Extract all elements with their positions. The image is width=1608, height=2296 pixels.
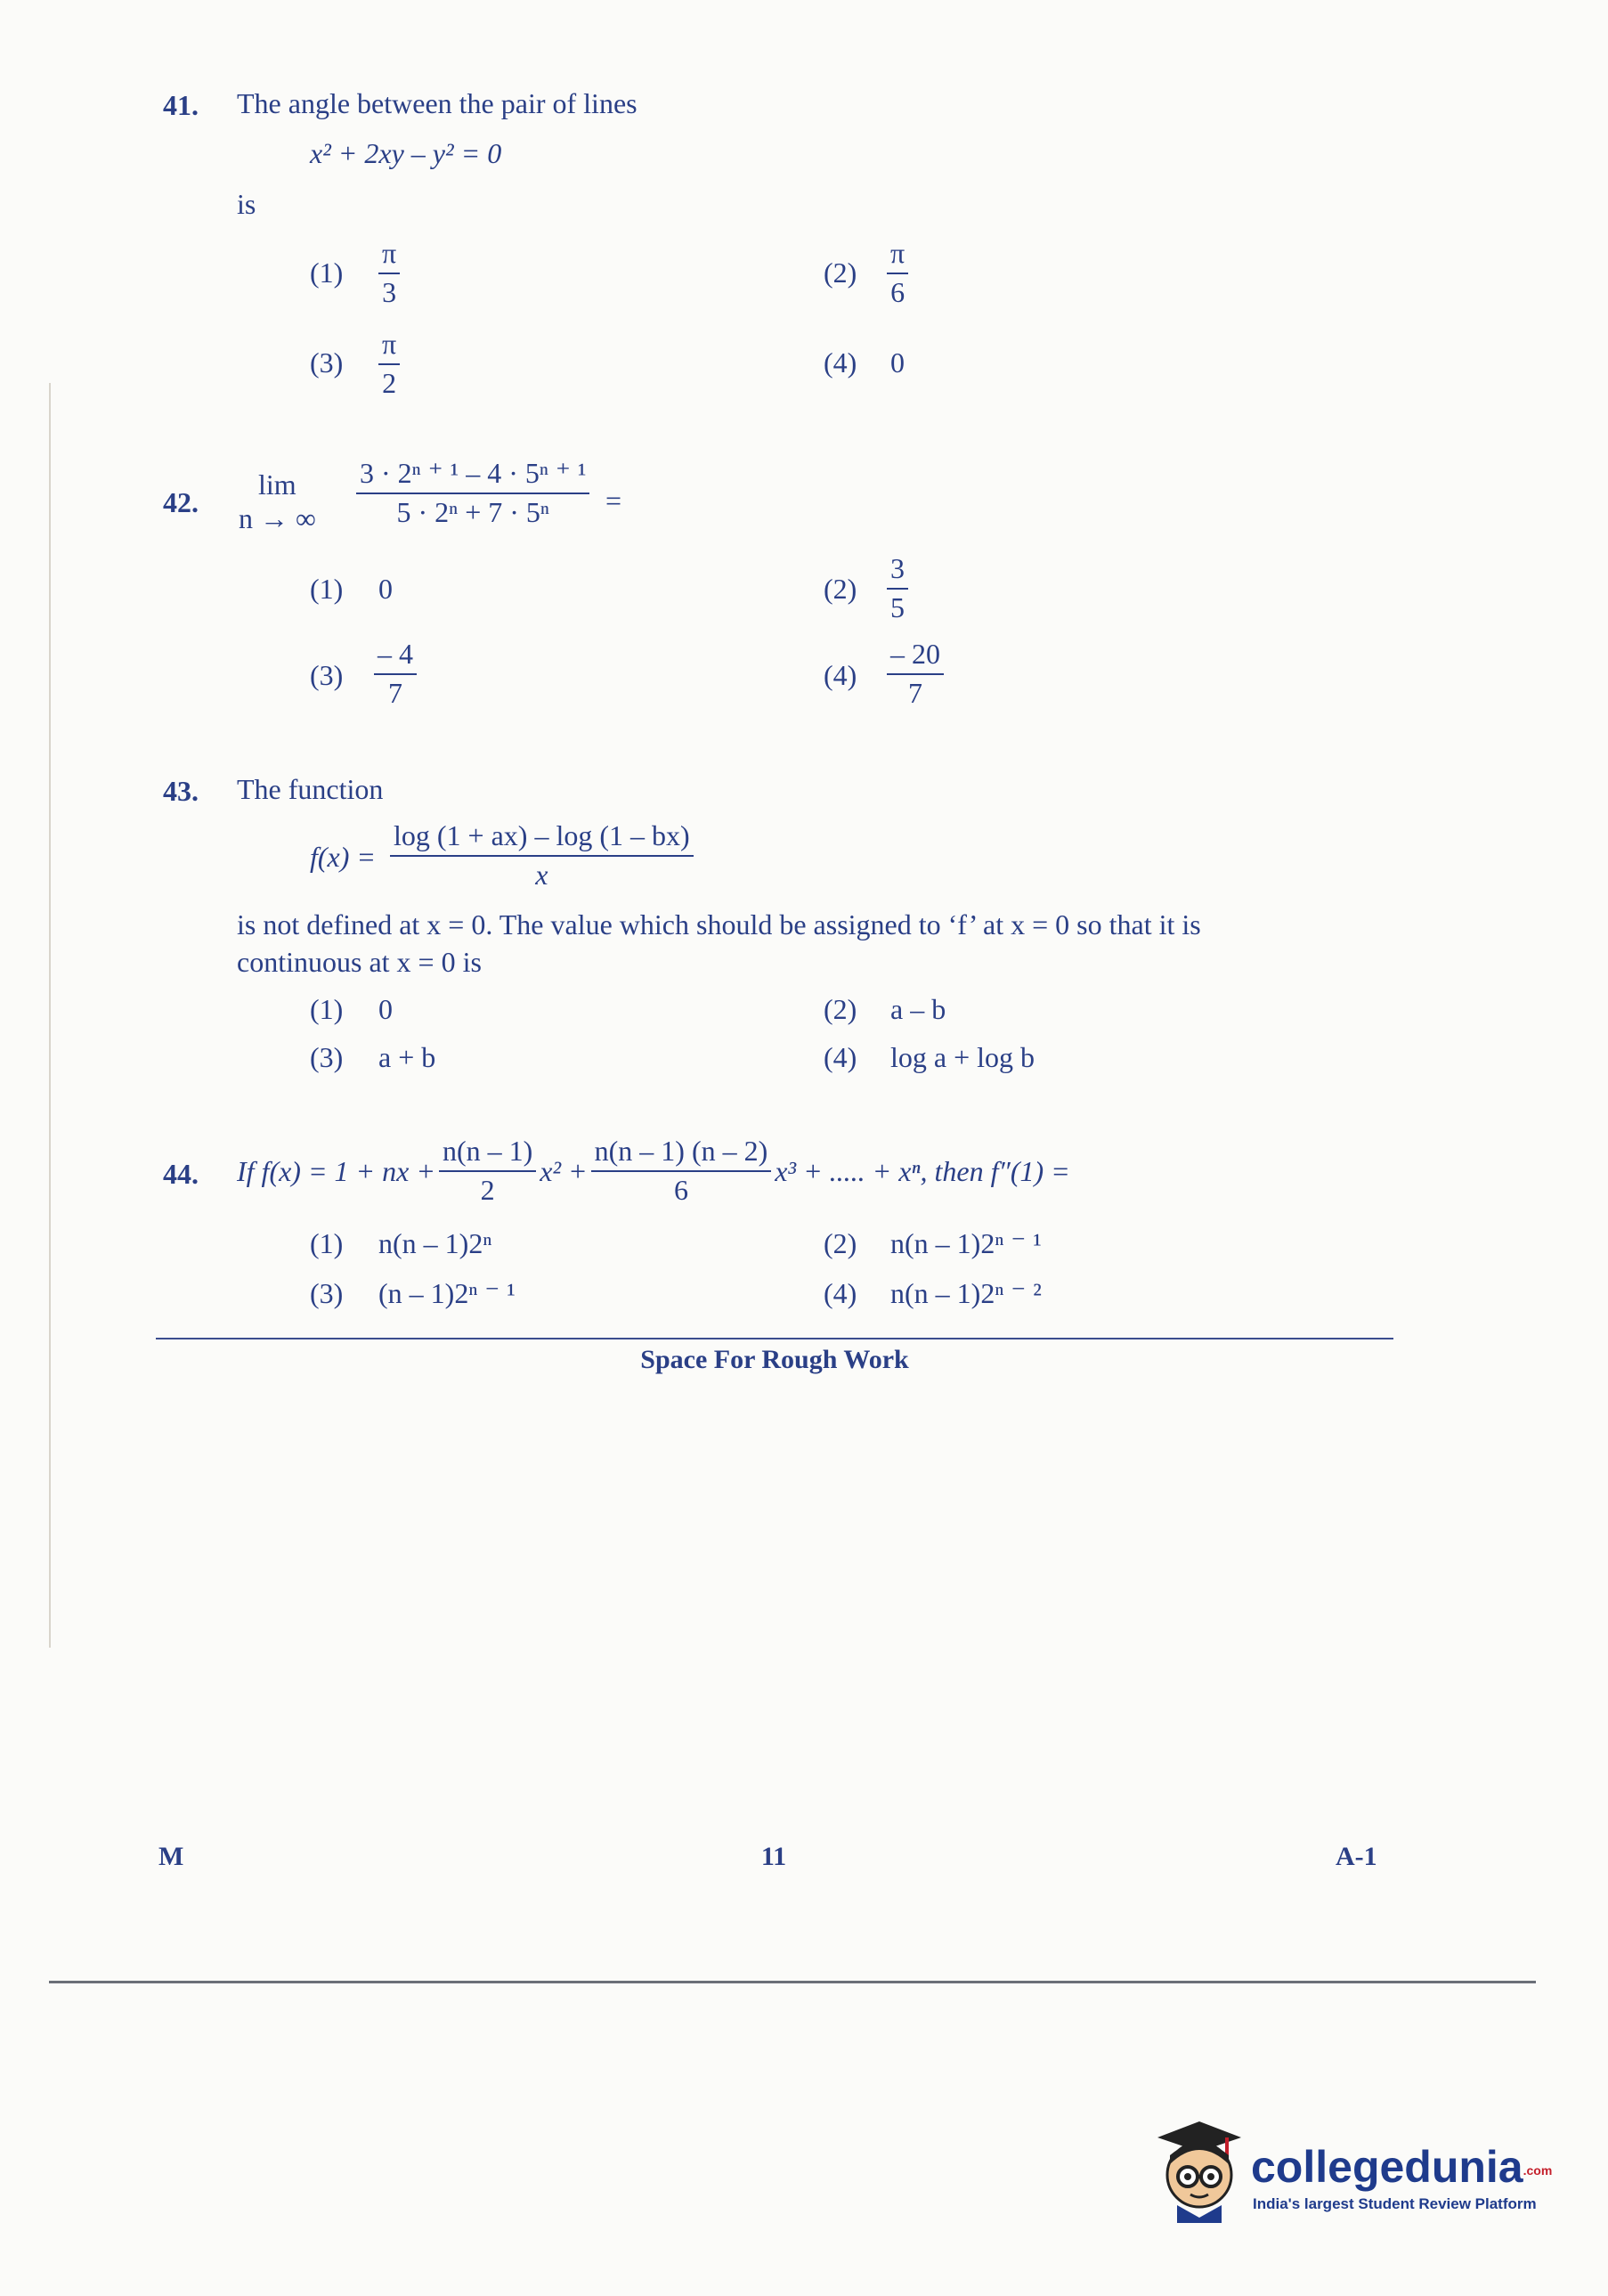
fraction-numerator: n(n – 1) — [439, 1136, 536, 1172]
series-lead: If f(x) = 1 + nx + — [237, 1154, 435, 1187]
option-label: (1) — [310, 573, 344, 605]
question-stem — [237, 1136, 1070, 1205]
option-value: 0 — [890, 346, 905, 379]
equals-sign: = — [605, 484, 622, 517]
function-expression — [390, 821, 694, 890]
option-label: (2) — [824, 256, 857, 289]
option-value: n(n – 1)2ⁿ — [378, 1227, 492, 1259]
question-number: 44. — [163, 1158, 199, 1190]
fraction-denominator: 5 — [890, 590, 905, 623]
fraction-denominator: 3 — [382, 275, 397, 308]
series-middle: x² + — [540, 1154, 588, 1187]
option-value: log a + log b — [890, 1041, 1035, 1073]
fraction-numerator: log (1 + ax) – log (1 – bx) — [390, 821, 694, 857]
option-value: n(n – 1)2ⁿ ⁻ ¹ — [890, 1227, 1042, 1259]
rough-work-heading: Space For Rough Work — [640, 1345, 909, 1374]
option-fraction — [887, 639, 944, 708]
option-value: 0 — [378, 573, 393, 605]
question-number: 43. — [163, 775, 199, 807]
fraction-denominator: 5 · 2ⁿ + 7 · 5ⁿ — [396, 495, 549, 528]
option-value: a + b — [378, 1041, 436, 1073]
series-tail: x³ + ..... + xⁿ, then f″(1) = — [775, 1154, 1070, 1187]
option-label: (2) — [824, 1227, 857, 1259]
option-label: (3) — [310, 1277, 344, 1309]
option-value: (n – 1)2ⁿ ⁻ ¹ — [378, 1277, 516, 1309]
page-edge-line — [49, 1981, 1536, 1983]
fraction-denominator: 6 — [673, 1173, 688, 1206]
limit-expression — [356, 459, 589, 527]
question-stem: The angle between the pair of lines — [237, 87, 638, 119]
option-value: n(n – 1)2ⁿ ⁻ ² — [890, 1277, 1042, 1309]
brand-name: collegedunia — [1251, 2142, 1523, 2192]
fraction-numerator: – 20 — [887, 639, 944, 675]
fraction-numerator: 3 · 2ⁿ ⁺ ¹ – 4 · 5ⁿ ⁺ ¹ — [356, 459, 589, 494]
fraction-denominator: 2 — [480, 1173, 495, 1206]
option-fraction — [887, 554, 908, 623]
option-label: (3) — [310, 659, 344, 691]
option-label: (4) — [824, 346, 857, 379]
option-label: (1) — [310, 256, 344, 289]
rough-work-divider — [156, 1338, 1393, 1339]
mascot-icon — [1150, 2118, 1248, 2225]
footer-series-code: M — [158, 1842, 184, 1871]
fraction-numerator: π — [378, 330, 400, 365]
fraction-denominator: 7 — [388, 676, 402, 709]
limit-word: lim — [258, 468, 296, 501]
question-tail: is — [237, 188, 256, 220]
page-number: 11 — [760, 1842, 787, 1871]
option-label: (4) — [824, 659, 857, 691]
footer-booklet-code: A-1 — [1336, 1842, 1377, 1871]
question-body-line: is not defined at x = 0. The value which should be assigned to ‘f’ at x = 0 so that it is — [237, 908, 1201, 940]
fraction-numerator: π — [378, 239, 400, 274]
option-label: (3) — [310, 346, 344, 379]
brand-domain: .com — [1523, 2162, 1553, 2178]
fraction-numerator: π — [887, 239, 908, 274]
fraction-denominator: x — [535, 858, 548, 891]
option-label: (4) — [824, 1277, 857, 1309]
question-body-line: continuous at x = 0 is — [237, 946, 482, 978]
binding-shadow — [49, 383, 51, 1648]
fraction-denominator: 7 — [908, 676, 922, 709]
option-label: (4) — [824, 1041, 857, 1073]
option-label: (2) — [824, 993, 857, 1025]
option-label: (1) — [310, 993, 344, 1025]
fraction-numerator: – 4 — [374, 639, 417, 675]
question-number: 42. — [163, 486, 199, 518]
question-number: 41. — [163, 89, 199, 121]
brand-tagline: India's largest Student Review Platform — [1253, 2195, 1537, 2212]
option-label: (3) — [310, 1041, 344, 1073]
fraction-numerator: n(n – 1) (n – 2) — [591, 1136, 772, 1172]
option-fraction — [374, 639, 417, 708]
limit-subscript: n → ∞ — [239, 502, 316, 534]
option-fraction — [887, 239, 908, 307]
fraction-numerator: 3 — [887, 554, 908, 590]
option-value: 0 — [378, 993, 393, 1025]
option-fraction — [378, 330, 400, 398]
option-value: a – b — [890, 993, 946, 1025]
option-label: (2) — [824, 573, 857, 605]
question-stem: The function — [237, 773, 384, 805]
fraction-denominator: 6 — [890, 275, 906, 308]
function-lhs: f(x) = — [310, 841, 376, 873]
question-equation: x² + 2xy – y² = 0 — [310, 137, 502, 169]
brand-logo-text — [1251, 2141, 1552, 2193]
option-fraction — [378, 239, 400, 307]
option-label: (1) — [310, 1227, 344, 1259]
fraction-denominator: 2 — [382, 366, 397, 399]
